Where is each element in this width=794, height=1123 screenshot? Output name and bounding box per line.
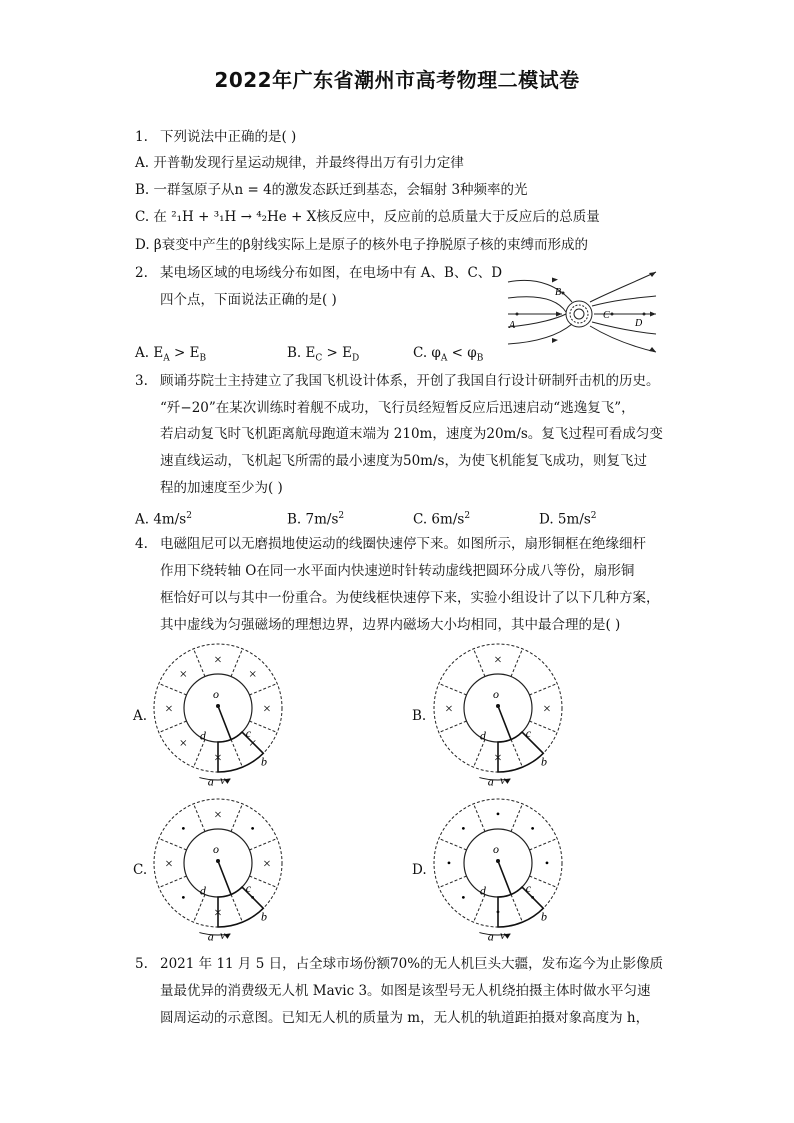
label-a: a [207,774,214,787]
option-d: D. β衰变中产生的β射线实际上是原子的核外电子挣脱原子核的束缚而形成的 [135,237,589,253]
option-a: A. $4m/s^2$ [135,511,192,528]
page-title: 2022年广东省潮州市高考物理二模试卷 [214,68,580,92]
sector-divider [439,721,467,732]
question-stem-line: 程的加速度至少为( ) [160,480,283,496]
sector-divider [231,804,242,832]
axis-point [216,859,220,863]
cross-mark: × [214,653,222,668]
option-a: A. $E_A > E_B$ [135,345,207,364]
sector-divider [439,839,467,850]
sector-divider [159,684,187,695]
insulating-rod [498,706,511,739]
label-v: v [500,773,506,787]
velocity-arrow [199,933,230,935]
dot-mark: • [495,807,501,821]
label-c: c [245,725,252,740]
velocity-arrow [479,933,510,935]
option-a-label: A. [133,708,148,724]
question-stem-line: 其中虚线为匀强磁场的理想边界，边界内磁场大小均相同，其中最合理的是( ) [160,617,621,633]
cross-mark: × [214,906,222,921]
label-d: d [479,728,486,743]
axis-point [496,859,500,863]
question-number: 1. [135,129,148,145]
cross-mark: × [494,751,502,766]
sector-divider [159,839,187,850]
insulating-rod [218,706,231,739]
dot-mark: • [544,856,550,870]
copper-frame [495,887,543,927]
option-b: B. 一群氢原子从n = 4的激发态跃迁到基态，会辐射 3种频率的光 [135,182,528,198]
cross-mark: × [214,751,222,766]
question-stem-line: 量最优异的消费级无人机 Mavic 3。如图是该型号无人机绕拍摄主体时做水平匀速 [160,983,651,999]
point-d-label: D [635,318,643,329]
question-stem-line: 速直线运动，飞机起飞所需的最小速度为50m/s，为使飞机能复飞成功，则复飞过 [160,453,647,469]
sector-divider [474,739,485,767]
sector-divider [511,649,522,677]
sector-divider [511,739,522,767]
label-b: b [260,909,267,924]
dot-mark: • [446,856,452,870]
sector-divider [249,721,277,732]
cross-mark: × [263,857,271,872]
sector-divider [529,839,557,850]
sector-divider [159,721,187,732]
label-d: d [199,883,206,898]
option-d-label: D. [412,862,427,878]
point-c-label: C [603,310,610,321]
question-number: 5. [135,956,148,972]
question-stem-line: 圆周运动的示意图。已知无人机的质量为 m，无人机的轨道距拍摄对象高度为 h， [160,1010,650,1026]
question-number: 4. [135,536,148,552]
cross-mark: × [214,808,222,823]
sector-divider [474,804,485,832]
label-c: c [525,880,532,895]
question-stem-line: 2021 年 11 月 5 日，占全球市场份额70%的无人机巨头大疆，发布迄今为止影像质 [160,956,664,972]
insulating-rod [498,861,511,894]
label-o: o [213,842,219,856]
cross-mark: × [179,667,188,683]
sector-divider [511,804,522,832]
option-c: C. $6m/s^2$ [413,511,471,528]
question-stem-line: 若启动复飞时飞机距离航母跑道末端为 210m，速度为20m/s。复飞过程可看成匀变 [160,426,663,442]
option-c: C. $\varphi_A < \varphi_B$ [413,345,484,364]
sector-divider [159,876,187,887]
cross-mark: × [165,857,173,872]
option-a: A. 开普勒发现行星运动规律，并最终得出万有引力定律 [135,155,464,171]
label-o: o [493,842,499,856]
label-o: o [493,687,499,701]
cross-mark: × [494,653,502,668]
sector-divider [231,739,242,767]
magnetic-field-diagram-a [150,642,290,787]
question-number: 3. [135,373,148,389]
magnetic-field-diagram-d [430,797,570,942]
cross-mark: × [445,702,453,717]
sector-divider [439,876,467,887]
label-c: c [525,725,532,740]
cross-mark: × [248,667,257,683]
label-a: a [487,774,494,787]
option-d: D. $5m/s^2$ [539,511,597,528]
option-c: C. 在 ²₁H + ³₁H → ⁴₂He + X核反应中，反应前的总质量大于反应后的总质量 [135,209,600,225]
sector-divider [249,876,277,887]
dot-mark: • [461,890,466,905]
option-b: B. $7m/s^2$ [287,511,345,528]
dot-mark: • [250,890,255,905]
label-a: a [207,929,214,942]
question-stem-line: “歼−20”在某次训练时着舰不成功，飞行员经短暂反应后迅速启动“逃逸复飞”， [160,400,635,416]
point-b-label: B [555,287,562,298]
cross-mark: × [263,702,271,717]
question-stem-line: 框恰好可以与其中一份重合。为使线框快速停下来，实验小组设计了以下几种方案， [160,590,660,606]
sector-divider [194,894,205,922]
insulating-rod [218,861,231,894]
question-stem-line: 某电场区域的电场线分布如图，在电场中有 A、B、C、D [160,265,503,281]
cross-mark: × [179,736,188,752]
electric-field-diagram [500,262,665,354]
copper-frame [498,732,543,772]
sector-divider [529,721,557,732]
option-b-label: B. [412,708,427,724]
option-b: B. $E_C > E_D$ [287,345,360,364]
sector-divider [249,684,277,695]
question-stem-line: 顾诵芬院士主持建立了我国飞机设计体系，开创了我国自行设计研制歼击机的历史。 [160,373,660,389]
sector-divider [439,684,467,695]
label-o: o [213,687,219,701]
label-b: b [540,909,547,924]
label-d: d [199,728,206,743]
sector-divider [231,649,242,677]
question-stem-line: 电磁阻尼可以无磨损地使运动的线圈快速停下来。如图所示，扇形铜框在绝缘细杆 [160,536,646,552]
copper-frame [218,887,263,927]
label-b: b [540,754,547,769]
sector-divider [529,684,557,695]
axis-point [496,704,500,708]
cross-mark: × [248,736,257,752]
sector-divider [194,739,205,767]
magnetic-field-diagram-c [150,797,290,942]
label-v: v [220,928,226,942]
cross-mark: × [543,702,551,717]
label-d: d [479,883,486,898]
sector-divider [474,894,485,922]
dot-mark: • [181,890,186,905]
sector-divider [529,876,557,887]
question-stem-line: 四个点，下面说法正确的是( ) [160,292,337,308]
question-stem: 下列说法中正确的是( ) [160,129,297,145]
dot-mark: • [250,821,255,836]
label-v: v [500,928,506,942]
velocity-arrow [199,778,230,780]
option-c-label: C. [133,862,148,878]
magnetic-field-diagram-b [430,642,570,787]
question-number: 2. [135,265,148,281]
dot-mark: • [495,905,501,919]
label-c: c [245,880,252,895]
velocity-arrow [479,778,510,780]
label-b: b [260,754,267,769]
sector-divider [474,649,485,677]
label-a: a [487,929,494,942]
cross-mark: × [165,702,173,717]
dot-mark: • [530,821,535,836]
sector-divider [231,894,242,922]
label-v: v [220,773,226,787]
axis-point [216,704,220,708]
sector-divider [194,804,205,832]
dot-mark: • [461,821,466,836]
sector-divider [194,649,205,677]
sector-divider [511,894,522,922]
dot-mark: • [181,821,186,836]
dot-mark: • [530,890,535,905]
question-stem-line: 作用下绕转轴 O在同一水平面内快速逆时针转动虚线把圆环分成八等份，扇形铜 [160,563,635,579]
sector-divider [249,839,277,850]
point-a-label: A [509,320,516,331]
